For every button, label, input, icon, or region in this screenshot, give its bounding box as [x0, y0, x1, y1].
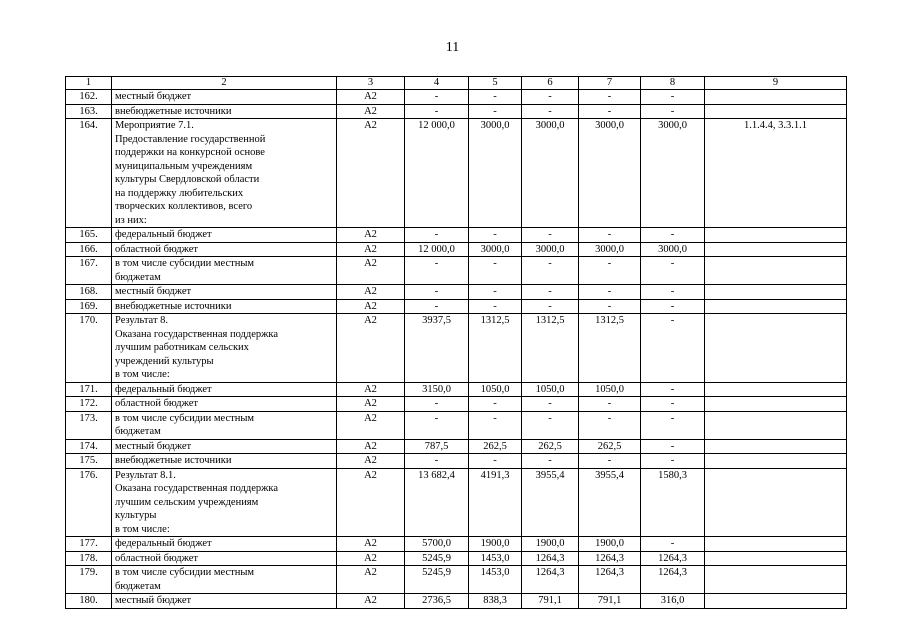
value-col-8: 3000,0 [641, 242, 705, 257]
table-body [66, 90, 847, 609]
page-number: 11 [445, 40, 460, 55]
table-row [66, 537, 847, 552]
value-col-7: 791,1 [579, 594, 641, 609]
value-col-6: - [522, 299, 579, 314]
row-number: 173. [66, 411, 112, 439]
row-name: в том числе субсидии местным бюджетам [112, 411, 337, 439]
value-col-4: 5700,0 [405, 537, 469, 552]
table-row [66, 382, 847, 397]
value-col-8: - [641, 397, 705, 412]
row-code: А2 [337, 454, 405, 469]
target-indicator [705, 537, 847, 552]
value-col-5: 1312,5 [469, 314, 522, 383]
row-code: А2 [337, 228, 405, 243]
row-name: Мероприятие 7.1. Предоставление государственной поддержки на конкурсной основе муниципальным учреждениям культуры Свердловской области на поддержку любительских творческих коллективов, всего из них: [112, 119, 337, 228]
target-indicator [705, 228, 847, 243]
value-col-8: - [641, 228, 705, 243]
row-number: 171. [66, 382, 112, 397]
value-col-5: - [469, 411, 522, 439]
row-name: внебюджетные источники [112, 104, 337, 119]
target-indicator [705, 257, 847, 285]
row-code: А2 [337, 551, 405, 566]
value-col-7: 1264,3 [579, 566, 641, 594]
value-col-5: 262,5 [469, 439, 522, 454]
value-col-7: 262,5 [579, 439, 641, 454]
target-indicator [705, 285, 847, 300]
value-col-8: - [641, 314, 705, 383]
target-indicator [705, 397, 847, 412]
value-col-4: 2736,5 [405, 594, 469, 609]
value-col-5: 3000,0 [469, 119, 522, 228]
table-row [66, 228, 847, 243]
table-row [66, 119, 847, 228]
table-row [66, 594, 847, 609]
value-col-5: 838,3 [469, 594, 522, 609]
value-col-7: - [579, 454, 641, 469]
value-col-8: 3000,0 [641, 119, 705, 228]
row-code: А2 [337, 411, 405, 439]
table-row [66, 566, 847, 594]
value-col-7: 3955,4 [579, 468, 641, 537]
value-col-4: - [405, 285, 469, 300]
row-code: А2 [337, 285, 405, 300]
value-col-4: 3150,0 [405, 382, 469, 397]
column-header: 1 [66, 77, 112, 90]
row-number: 179. [66, 566, 112, 594]
value-col-6: - [522, 454, 579, 469]
target-indicator [705, 411, 847, 439]
value-col-8: 1580,3 [641, 468, 705, 537]
table-row [66, 468, 847, 537]
value-col-8: 1264,3 [641, 566, 705, 594]
table-row [66, 411, 847, 439]
row-name: областной бюджет [112, 397, 337, 412]
value-col-5: - [469, 104, 522, 119]
value-col-7: 1050,0 [579, 382, 641, 397]
target-indicator [705, 594, 847, 609]
value-col-7: 1264,3 [579, 551, 641, 566]
row-code: А2 [337, 439, 405, 454]
row-code: А2 [337, 104, 405, 119]
row-number: 169. [66, 299, 112, 314]
row-number: 168. [66, 285, 112, 300]
value-col-6: 1312,5 [522, 314, 579, 383]
column-header: 5 [469, 77, 522, 90]
row-name: областной бюджет [112, 551, 337, 566]
table-row [66, 285, 847, 300]
row-number: 180. [66, 594, 112, 609]
value-col-7: - [579, 299, 641, 314]
value-col-5: - [469, 454, 522, 469]
value-col-8: - [641, 411, 705, 439]
value-col-6: 3955,4 [522, 468, 579, 537]
value-col-5: 1453,0 [469, 551, 522, 566]
value-col-6: 3000,0 [522, 242, 579, 257]
row-number: 175. [66, 454, 112, 469]
target-indicator [705, 299, 847, 314]
value-col-4: - [405, 411, 469, 439]
row-code: А2 [337, 468, 405, 537]
value-col-5: 1900,0 [469, 537, 522, 552]
value-col-6: 1264,3 [522, 551, 579, 566]
value-col-8: 316,0 [641, 594, 705, 609]
row-name: Результат 8. Оказана государственная поддержка лучшим работникам сельских учреждений культуры в том числе: [112, 314, 337, 383]
table-row [66, 90, 847, 105]
target-indicator [705, 468, 847, 537]
target-indicator [705, 439, 847, 454]
row-code: А2 [337, 594, 405, 609]
value-col-7: 3000,0 [579, 119, 641, 228]
value-col-7: - [579, 90, 641, 105]
value-col-7: - [579, 104, 641, 119]
target-indicator [705, 242, 847, 257]
value-col-4: - [405, 90, 469, 105]
row-code: А2 [337, 314, 405, 383]
row-name: местный бюджет [112, 285, 337, 300]
row-code: А2 [337, 397, 405, 412]
row-name: федеральный бюджет [112, 228, 337, 243]
value-col-6: 1264,3 [522, 566, 579, 594]
row-name: местный бюджет [112, 594, 337, 609]
value-col-6: - [522, 104, 579, 119]
column-header: 2 [112, 77, 337, 90]
target-indicator [705, 90, 847, 105]
row-number: 163. [66, 104, 112, 119]
target-indicator: 1.1.4.4, 3.3.1.1 [705, 119, 847, 228]
value-col-8: - [641, 90, 705, 105]
row-name: Результат 8.1. Оказана государственная поддержка лучшим сельским учреждениям культуры в том числе: [112, 468, 337, 537]
row-number: 164. [66, 119, 112, 228]
column-header: 6 [522, 77, 579, 90]
target-indicator [705, 104, 847, 119]
row-number: 174. [66, 439, 112, 454]
row-code: А2 [337, 119, 405, 228]
value-col-4: - [405, 299, 469, 314]
value-col-8: - [641, 104, 705, 119]
column-header: 7 [579, 77, 641, 90]
row-number: 176. [66, 468, 112, 537]
column-header: 4 [405, 77, 469, 90]
value-col-8: - [641, 299, 705, 314]
table-row [66, 299, 847, 314]
table-row [66, 551, 847, 566]
value-col-4: 13 682,4 [405, 468, 469, 537]
table-row [66, 104, 847, 119]
row-number: 162. [66, 90, 112, 105]
value-col-4: - [405, 228, 469, 243]
value-col-6: - [522, 228, 579, 243]
value-col-8: - [641, 285, 705, 300]
target-indicator [705, 454, 847, 469]
value-col-8: - [641, 257, 705, 285]
value-col-5: 4191,3 [469, 468, 522, 537]
value-col-5: - [469, 397, 522, 412]
row-name: в том числе субсидии местным бюджетам [112, 566, 337, 594]
table-row [66, 242, 847, 257]
column-header: 3 [337, 77, 405, 90]
value-col-8: 1264,3 [641, 551, 705, 566]
value-col-4: - [405, 397, 469, 412]
value-col-4: - [405, 104, 469, 119]
value-col-4: 12 000,0 [405, 119, 469, 228]
value-col-5: 3000,0 [469, 242, 522, 257]
value-col-8: - [641, 537, 705, 552]
row-number: 170. [66, 314, 112, 383]
table-row [66, 454, 847, 469]
row-name: внебюджетные источники [112, 299, 337, 314]
column-header: 9 [705, 77, 847, 90]
row-code: А2 [337, 537, 405, 552]
value-col-6: - [522, 411, 579, 439]
value-col-4: 12 000,0 [405, 242, 469, 257]
table-row [66, 314, 847, 383]
value-col-6: 1050,0 [522, 382, 579, 397]
value-col-7: - [579, 228, 641, 243]
value-col-8: - [641, 454, 705, 469]
value-col-5: - [469, 90, 522, 105]
value-col-4: - [405, 454, 469, 469]
value-col-7: - [579, 397, 641, 412]
value-col-8: - [641, 439, 705, 454]
budget-table [65, 76, 847, 609]
value-col-5: - [469, 285, 522, 300]
row-code: А2 [337, 299, 405, 314]
value-col-5: - [469, 299, 522, 314]
value-col-7: - [579, 285, 641, 300]
row-number: 178. [66, 551, 112, 566]
value-col-6: 3000,0 [522, 119, 579, 228]
value-col-6: - [522, 90, 579, 105]
target-indicator [705, 314, 847, 383]
value-col-7: - [579, 411, 641, 439]
row-name: в том числе субсидии местным бюджетам [112, 257, 337, 285]
row-name: внебюджетные источники [112, 454, 337, 469]
table-row [66, 257, 847, 285]
column-header: 8 [641, 77, 705, 90]
value-col-4: - [405, 257, 469, 285]
row-name: федеральный бюджет [112, 537, 337, 552]
row-number: 165. [66, 228, 112, 243]
row-name: местный бюджет [112, 90, 337, 105]
value-col-7: 3000,0 [579, 242, 641, 257]
target-indicator [705, 382, 847, 397]
target-indicator [705, 551, 847, 566]
row-code: А2 [337, 257, 405, 285]
row-code: А2 [337, 382, 405, 397]
row-name: местный бюджет [112, 439, 337, 454]
value-col-5: 1050,0 [469, 382, 522, 397]
row-code: А2 [337, 242, 405, 257]
value-col-4: 787,5 [405, 439, 469, 454]
column-number-row [66, 77, 847, 90]
row-number: 177. [66, 537, 112, 552]
target-indicator [705, 566, 847, 594]
value-col-5: - [469, 257, 522, 285]
value-col-6: 262,5 [522, 439, 579, 454]
value-col-7: - [579, 257, 641, 285]
value-col-6: 1900,0 [522, 537, 579, 552]
row-code: А2 [337, 90, 405, 105]
value-col-7: 1312,5 [579, 314, 641, 383]
row-number: 167. [66, 257, 112, 285]
row-name: областной бюджет [112, 242, 337, 257]
value-col-8: - [641, 382, 705, 397]
value-col-5: 1453,0 [469, 566, 522, 594]
row-code: А2 [337, 566, 405, 594]
value-col-4: 5245,9 [405, 551, 469, 566]
value-col-6: 791,1 [522, 594, 579, 609]
row-number: 166. [66, 242, 112, 257]
row-number: 172. [66, 397, 112, 412]
value-col-7: 1900,0 [579, 537, 641, 552]
value-col-5: - [469, 228, 522, 243]
table-row [66, 397, 847, 412]
value-col-6: - [522, 397, 579, 412]
value-col-6: - [522, 257, 579, 285]
value-col-6: - [522, 285, 579, 300]
value-col-4: 3937,5 [405, 314, 469, 383]
table-row [66, 439, 847, 454]
value-col-4: 5245,9 [405, 566, 469, 594]
row-name: федеральный бюджет [112, 382, 337, 397]
